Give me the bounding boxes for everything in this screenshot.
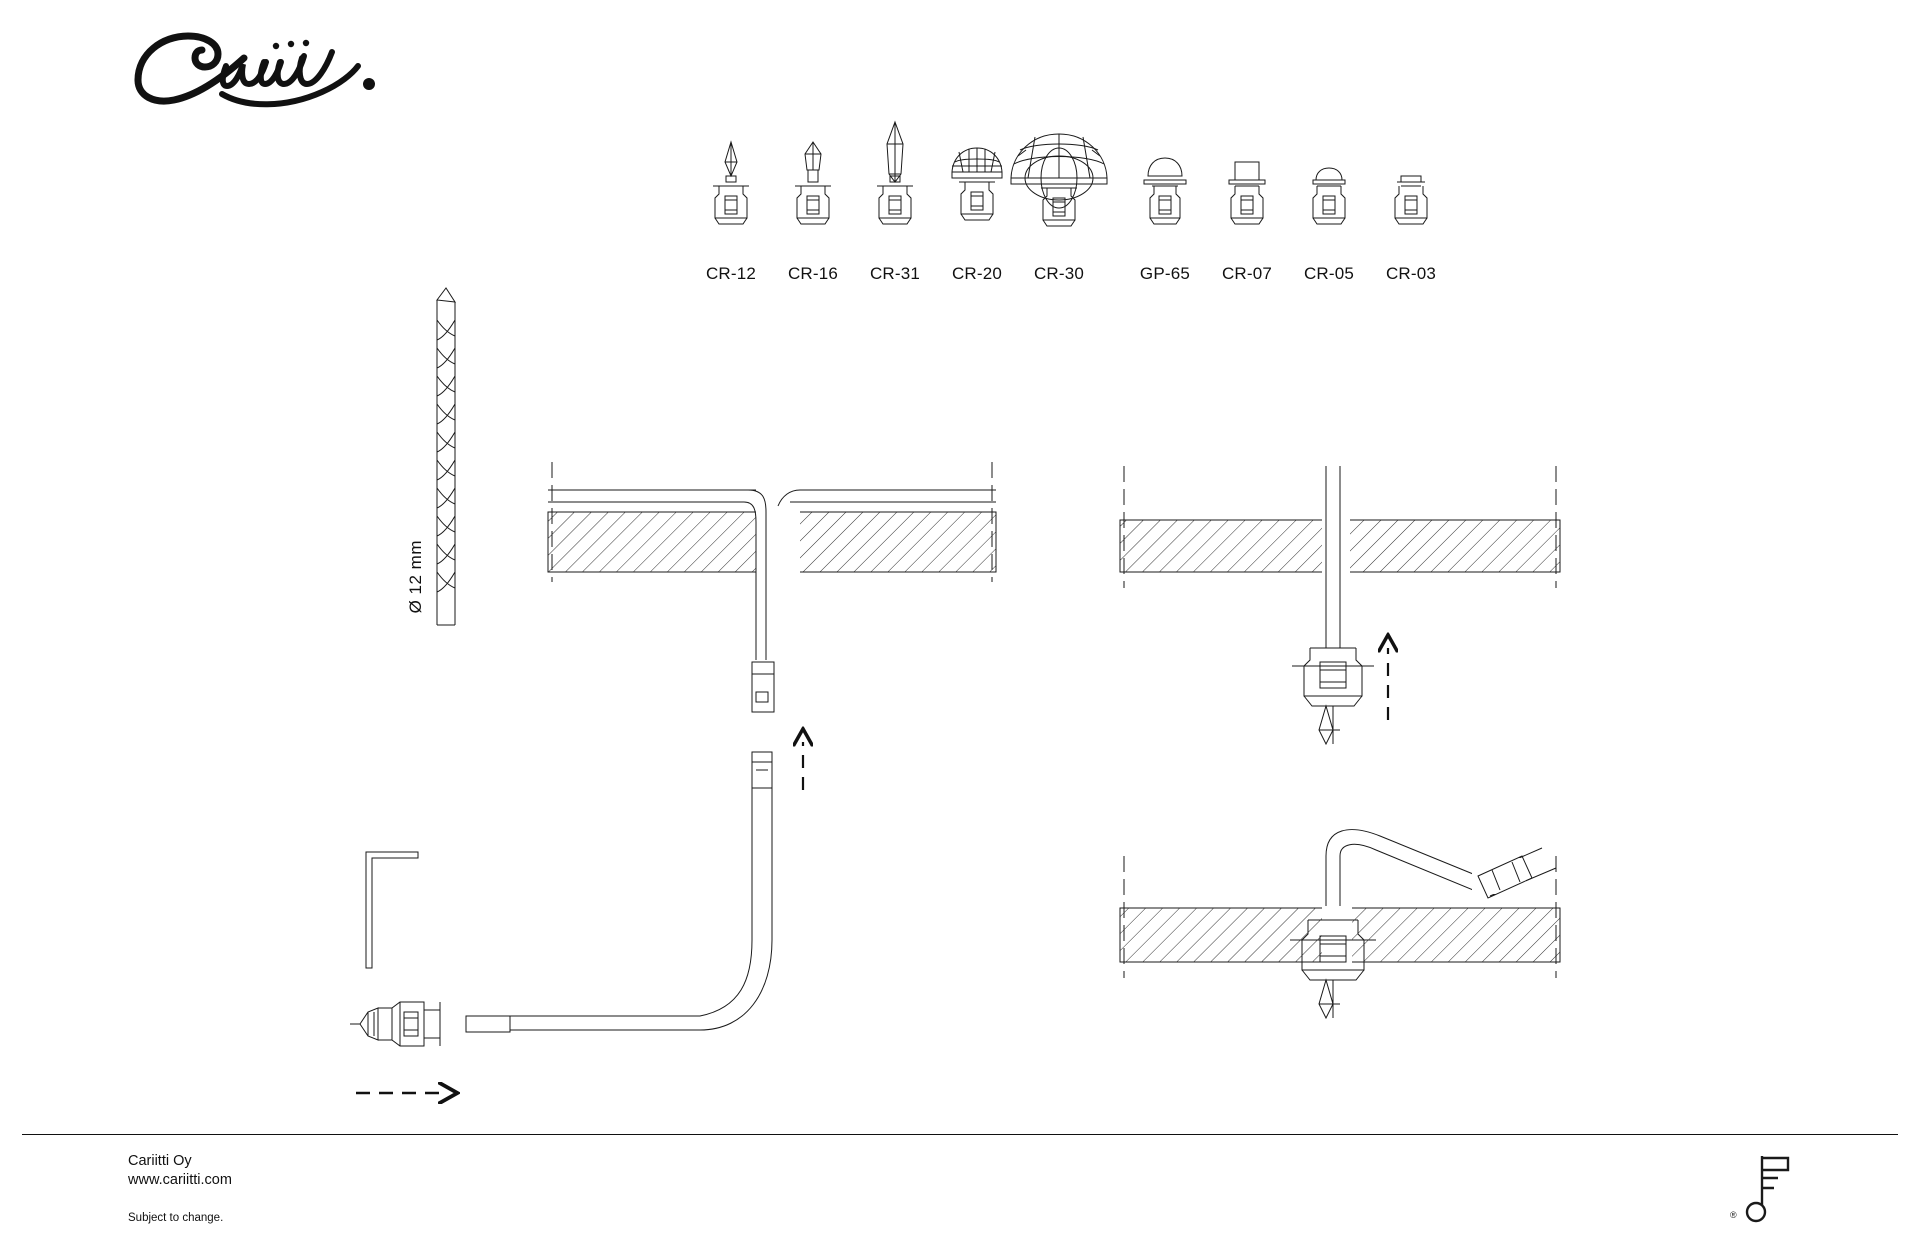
fixture-code: CR-12 bbox=[705, 264, 757, 283]
fixture-code: CR-20 bbox=[951, 264, 1003, 283]
allen-key-tool bbox=[366, 852, 418, 968]
panel-section-upper-left bbox=[548, 462, 996, 582]
fixture-code: CR-31 bbox=[869, 264, 921, 283]
fixture-code: CR-30 bbox=[1033, 264, 1085, 283]
fixture-code: CR-16 bbox=[787, 264, 839, 283]
drill-bit bbox=[437, 288, 455, 625]
fixture-cr-12-inserted bbox=[350, 1002, 440, 1046]
fixture-code: CR-07 bbox=[1221, 264, 1273, 283]
fixture-pull-through bbox=[1292, 648, 1374, 744]
footer-company: Cariitti Oy bbox=[128, 1153, 192, 1169]
footer-company-block bbox=[128, 1152, 232, 1190]
fixture-model-row bbox=[680, 120, 1600, 320]
geodesic-dome-large-icon bbox=[1008, 120, 1110, 255]
key-logo-icon bbox=[1718, 1148, 1798, 1228]
fixture-code: GP-65 bbox=[1139, 264, 1191, 283]
footer-divider bbox=[22, 1134, 1898, 1135]
fixture-seated-lower bbox=[1290, 920, 1376, 1018]
fixture-cr-30 bbox=[1008, 120, 1110, 284]
plain-cap-icon bbox=[1360, 120, 1462, 255]
footer-disclaimer: Subject to change. bbox=[128, 1212, 224, 1224]
fixture-cr-03 bbox=[1360, 120, 1462, 284]
fixture-code: CR-03 bbox=[1385, 264, 1437, 283]
fixture-code: CR-05 bbox=[1303, 264, 1355, 283]
cable-installed-lower bbox=[1326, 830, 1556, 906]
cable-through-panel-2 bbox=[1326, 466, 1340, 648]
cariitti-logo bbox=[126, 22, 386, 112]
footer-website[interactable]: www.cariitti.com bbox=[128, 1172, 232, 1188]
fixture-cable-assembly bbox=[466, 752, 772, 1032]
drill-diameter-label: Ø 12 mm bbox=[406, 540, 425, 614]
cable-connector-female bbox=[752, 662, 774, 712]
panel-section-lower-right bbox=[1120, 856, 1560, 978]
svg-text:®: ® bbox=[1730, 1210, 1737, 1220]
cable-through-panel-1 bbox=[548, 488, 996, 660]
panel-section-upper-right bbox=[1120, 466, 1560, 588]
